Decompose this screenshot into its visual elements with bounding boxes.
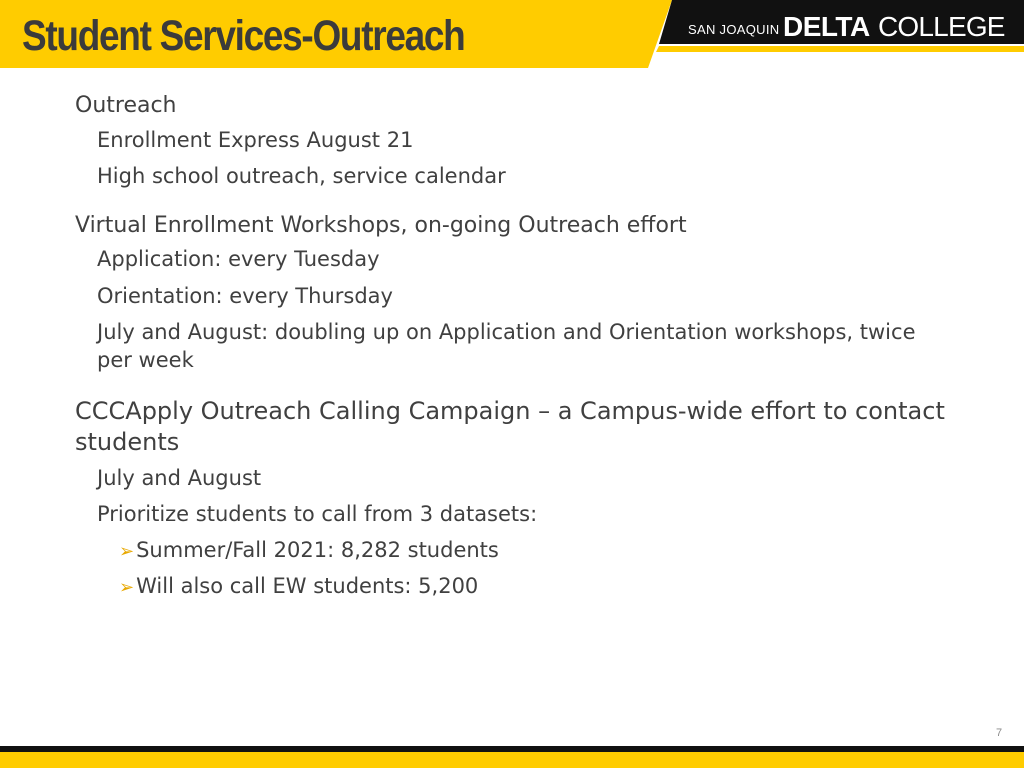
bullet-enrollment-express: Enrollment Express August 21 xyxy=(97,128,414,152)
bullet-ew-students xyxy=(119,572,478,602)
logo-delta: DELTA xyxy=(783,11,870,42)
summer-fall-text: Summer/Fall 2021: 8,282 students xyxy=(136,538,499,562)
logo-college: COLLEGE xyxy=(878,11,1005,42)
ew-students-text: Will also call EW students: 5,200 xyxy=(136,574,479,598)
bullet-orientation: Orientation: every Thursday xyxy=(97,284,393,308)
bullet-cccapply-cont: students xyxy=(75,428,180,456)
arrow-bullet-icon: ➢ xyxy=(119,577,135,598)
bullet-cccapply: CCCApply Outreach Calling Campaign – a Campus-wide effort to contact xyxy=(75,397,945,425)
bullet-summer-fall xyxy=(119,536,499,566)
bullet-application: Application: every Tuesday xyxy=(97,247,380,271)
slide-header xyxy=(0,0,1024,68)
arrow-bullet-icon: ➢ xyxy=(119,541,135,562)
bullet-outreach: Outreach xyxy=(75,93,177,118)
bullet-prioritize: Prioritize students to call from 3 datasets: xyxy=(97,502,538,526)
bullet-hs-outreach: High school outreach, service calendar xyxy=(97,164,506,188)
footer-gold-bar xyxy=(0,752,1024,768)
bullet-july-august-workshops-cont: per week xyxy=(97,348,194,372)
logo-san-joaquin: SAN JOAQUIN xyxy=(688,22,780,37)
bullet-july-and-august: July and August xyxy=(97,466,262,490)
page-number: 7 xyxy=(996,727,1003,739)
bullet-july-august-workshops: July and August: doubling up on Application and Orientation workshops, twice xyxy=(97,320,916,344)
slide-title: Student Services-Outreach xyxy=(22,12,465,60)
bullet-virtual-workshops: Virtual Enrollment Workshops, on-going Outreach effort xyxy=(75,213,687,238)
footer-bars xyxy=(0,746,1024,768)
